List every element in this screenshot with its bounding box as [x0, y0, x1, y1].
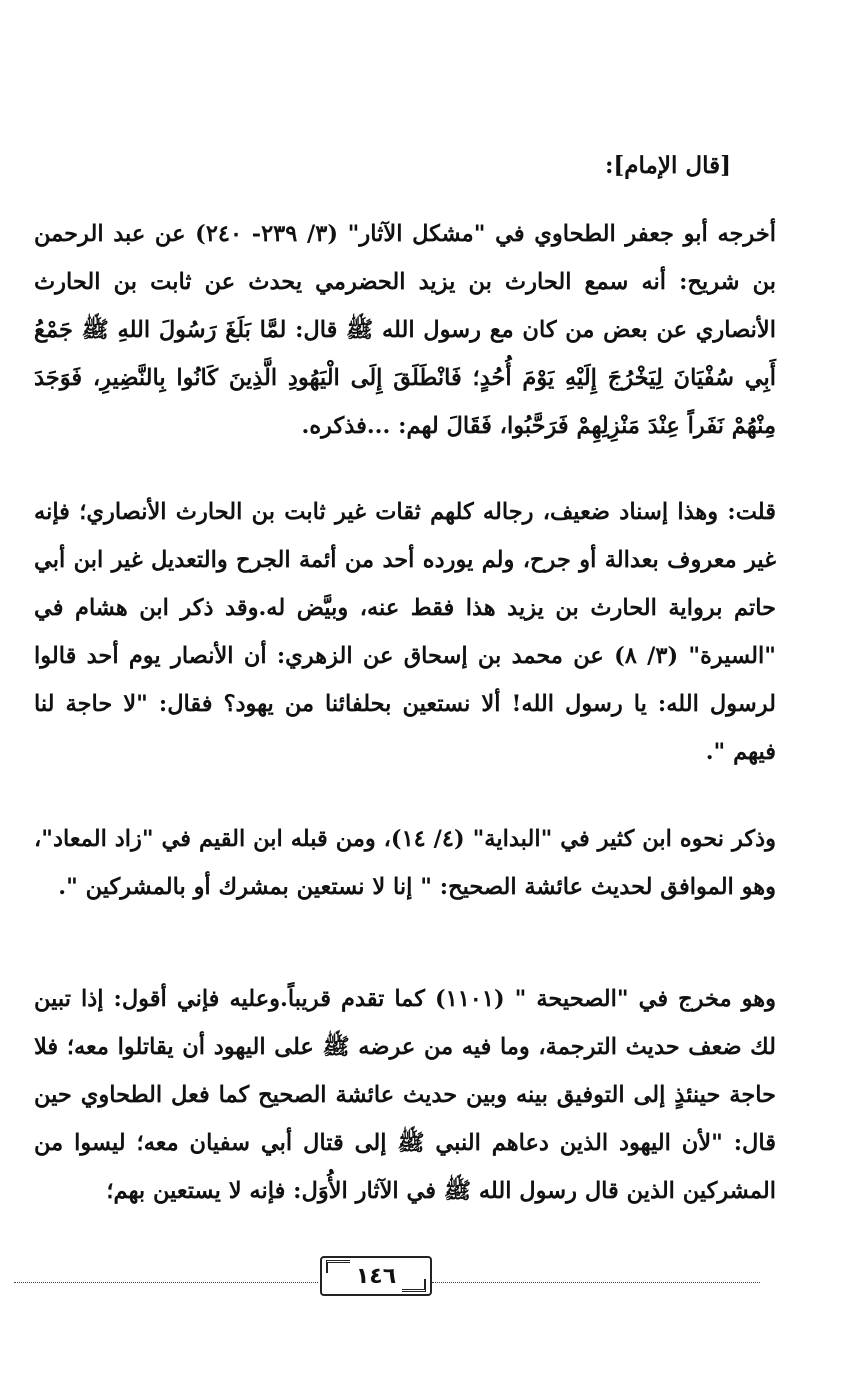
section-heading: [قال الإمام]: — [604, 152, 731, 179]
paragraph-conclusion: وهو مخرج في "الصحيحة " (١١٠١) كما تقدم قريباً.وعليه فإني أقول: إذا تبين لك ضعف حديث الترجمة، وما فيه من عرضه ﷺ على اليهود أن يقاتلوا معه؛ فلا حاجة حينئذٍ إلى التوفيق بينه وبين حديث عائشة الصحيح كما فعل الطحاوي حين قال: "لأن اليهود الذين دعاهم النبي ﷺ إلى قتال أبي سفيان معه؛ ليسوا من المشركين الذين قال رسول الله ﷺ في الآثار الأُوَل: فإنه لا يستعين بهم؛ — [34, 986, 777, 1204]
page-number: ١٤٦ — [355, 1264, 397, 1289]
paragraph-hadith-narration: أخرجه أبو جعفر الطحاوي في "مشكل الآثار" (٣/ ٢٣٩- ٢٤٠) عن عبد الرحمن بن شريح: أنه سمع الحارث بن يزيد الحضرمي يحدث عن ثابت بن الحارث الأنصاري عن بعض من كان مع رسول الله ﷺ قال: لمَّا بَلَغَ رَسُولَ اللهِ ﷺ جَمْعُ أَبِي سُفْيَانَ لِيَخْرُجَ إِلَيْهِ يَوْمَ أُحُدٍ؛ فَانْطَلَقَ إِلَى الْيَهُودِ الَّذِينَ كَانُوا بِالنَّضِيرِ، فَوَجَدَ مِنْهُمْ نَفَراً عِنْدَ مَنْزِلِهِمْ فَرَحَّبُوا، فَقَالَ لهم: ...فذكره. — [34, 221, 776, 439]
footer-divider-left — [14, 1282, 318, 1283]
paragraph-ibn-kathir-mention: وذكر نحوه ابن كثير في "البداية" (٤/ ١٤)، ومن قبله ابن القيم في "زاد المعاد"، وهو الموافق لحديث عائشة الصحيح: " إنا لا نستعين بمشرك أو بالمشركين ". — [34, 826, 776, 900]
footer-divider-right — [432, 1282, 760, 1283]
page-number-frame — [320, 1256, 432, 1296]
paragraph-isnad-critique: قلت: وهذا إسناد ضعيف، رجاله كلهم ثقات غير ثابت بن الحارث الأنصاري؛ فإنه غير معروف بعدالة أو جرح، ولم يورده أحد من أئمة الجرح والتعديل غير ابن أبي حاتم برواية الحارث بن يزيد هذا فقط عنه، وبيَّض له.وقد ذكر ابن هشام في "السيرة" (٣/ ٨) عن محمد بن إسحاق عن الزهري: أن الأنصار يوم أحد قالوا لرسول الله: يا رسول الله! ألا نستعين بحلفائنا من يهود؟ فقال: "لا حاجة لنا فيهم ". — [34, 499, 776, 765]
